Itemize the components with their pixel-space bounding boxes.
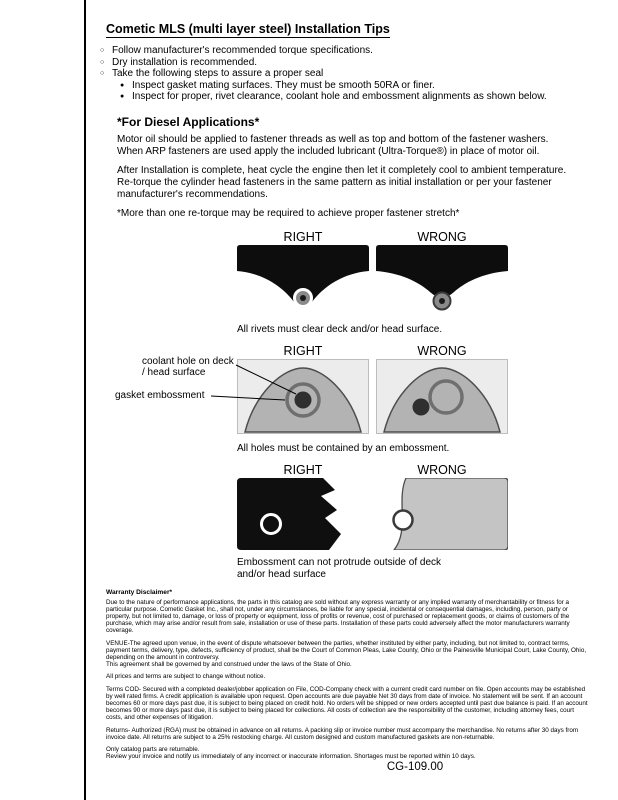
retorque-note: *More than one re-torque may be required to achieve proper fastener stretch*	[117, 207, 460, 219]
rivet-wrong-column	[376, 230, 508, 322]
holes-wrong-column	[376, 344, 508, 439]
warranty-paragraph: All prices and terms are subject to change without notice.	[106, 673, 266, 681]
right-label: RIGHT	[283, 343, 323, 358]
warranty-paragraph: Terms COD- Secured with a completed dealer/jobber application on File, COD-Company check with a current credit card number on file. Open accounts may be established by well rated firms. A credit application is available upon request. Open accounts are due payable Net 30 days from date of invoice. No statement will be sent. If an account becomes 60 or more days past due, it is subject to being placed on credit hold. No orders will be shipped or new orders accepted until past due balance is paid. If an account becomes 90 or more days past due, it is subject to being placed for collections. All costs of collection are the responsibility of the customer, including attorney fees, court costs, and other expenses of litigation.	[106, 685, 588, 722]
wrong-label: WRONG	[417, 229, 467, 244]
tips-list	[96, 45, 590, 103]
warranty-heading: Warranty Disclaimer*	[106, 588, 173, 596]
warranty-section	[106, 589, 588, 761]
holes-wrong-diagram	[376, 359, 508, 434]
right-label: RIGHT	[283, 229, 323, 244]
warranty-paragraph: VENUE-The agreed upon venue, in the event of dispute whatsoever between the parties, whether instituted by either party, including, but not limited to, contract terms, payment terms, delivery, type, defects, sufficiency of product, shall be the Court of Common Pleas, Lake County, Ohio or the Painesville Municipal Court, Lake County, Ohio, depending on the amount in controversy.	[106, 639, 587, 661]
warranty-paragraph: This agreement shall be governed by and construed under the laws of the State of Ohio.	[106, 661, 352, 669]
tip-text: Follow manufacturer's recommended torque specifications.	[112, 45, 373, 56]
sub-tip-text: Inspect gasket mating surfaces. They must be smooth 50RA or finer.	[132, 79, 435, 91]
diagrams-section	[96, 230, 590, 581]
holes-right-diagram	[237, 359, 369, 434]
page-title: Cometic MLS (multi layer steel) Installation Tips	[106, 22, 390, 36]
tip-item	[100, 45, 590, 57]
embossment-wrong-diagram	[376, 478, 508, 550]
embossment-wrong-column	[376, 463, 508, 555]
embossment-right-column	[237, 463, 369, 555]
left-border-rule	[84, 0, 86, 800]
rivet-right-diagram	[237, 245, 369, 317]
warranty-paragraph: Only catalog parts are returnable.	[106, 745, 200, 753]
diagram-row-holes	[96, 344, 590, 439]
bullet-icon: ○	[100, 47, 105, 54]
diagram-row-rivets	[237, 230, 590, 322]
holes-caption: All holes must be contained by an embossment.	[237, 442, 450, 454]
sub-bullet-icon: ●	[120, 81, 125, 89]
diesel-paragraph: Motor oil should be applied to fastener threads as well as top and bottom of the fastener washers. When ARP fasteners are used apply the included lubricant (Ultra-Torque®) in place of motor oil.	[117, 133, 549, 157]
sub-bullet-icon: ●	[120, 93, 125, 100]
wrong-label: WRONG	[417, 343, 467, 358]
embossment-caption: Embossment can not protrude outside of deck and/or head surface	[237, 556, 442, 580]
tip-item	[100, 68, 590, 80]
rivet-wrong-diagram	[376, 245, 508, 317]
diagram-row-embossment	[237, 463, 590, 555]
warranty-paragraph: Review your invoice and notify us immediately of any incorrect or inaccurate information. Shortages must be reported within 10 days.	[106, 753, 476, 761]
embossment-right-diagram	[237, 478, 369, 550]
holes-right-column	[237, 344, 369, 439]
gasket-embossment-annotation: gasket embossment	[115, 389, 205, 401]
sub-tip-item	[120, 91, 590, 103]
tip-text: Dry installation is recommended.	[112, 56, 258, 68]
bullet-icon: ○	[100, 58, 105, 66]
diesel-paragraph: After Installation is complete, heat cycle the engine then let it completely cool to ambient temperature. Re-torque the cylinder head fasteners in the same pattern as initial installation or per your fastener manufacturer's recommendations.	[117, 164, 567, 200]
page-number: CG-109.00	[386, 761, 444, 773]
diesel-section	[117, 115, 571, 220]
sub-tip-text: Inspect for proper, rivet clearance, coolant hole and embossment alignments as shown below.	[132, 91, 547, 102]
wrong-label: WRONG	[417, 462, 467, 477]
tip-text: Take the following steps to assure a proper seal	[112, 68, 324, 79]
warranty-paragraph: Returns- Authorized (RGA) must be obtained in advance on all returns. A packing slip or invoice number must accompany the merchandise. No returns after 30 days from invoice date. All returns are subject to a 25% restocking charge. All custom designed and custom manufactured gaskets are non-returnable.	[106, 726, 579, 741]
sub-tip-item	[120, 80, 590, 92]
warranty-paragraph: Due to the nature of performance applications, the parts in this catalog are sold without any express warranty or any implied warranty of merchantability or fitness for a particular purpose. Cometic Gasket Inc., shall not, under any circumstances, be liable for any special, incidental or consequential damages, including, person, party or property, but not limited to, damage, or loss of property or equipment, loss of profits or revenue, cost of purchased or replacement goods, or claims of customers of the purchase, which may arise and/or result from sale, installation or use of these parts. Installation of these parts could adversely affect the motor manufacturers warranty coverage.	[106, 598, 570, 635]
tip-item	[100, 57, 590, 69]
diesel-heading: *For Diesel Applications*	[117, 114, 260, 129]
rivet-caption: All rivets must clear deck and/or head surface.	[237, 323, 443, 335]
right-label: RIGHT	[283, 462, 323, 477]
document-page	[96, 20, 590, 765]
coolant-hole-annotation: coolant hole on deck / head surface	[142, 355, 234, 378]
rivet-right-column	[237, 230, 369, 322]
bullet-icon: ○	[100, 70, 105, 77]
